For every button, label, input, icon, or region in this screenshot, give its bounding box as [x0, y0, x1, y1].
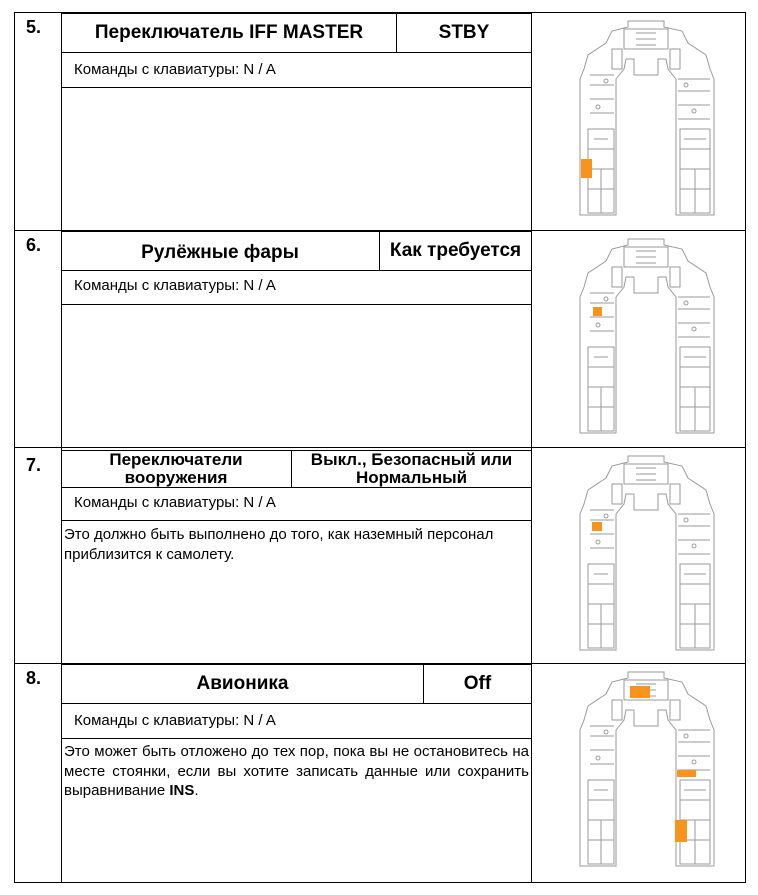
- cockpit-diagram-icon: [576, 19, 716, 225]
- step-setting: Как требуется: [389, 240, 522, 262]
- checklist-row-6: [14, 230, 746, 448]
- checklist-row-5: [14, 12, 746, 231]
- keyboard-commands: Команды с клавиатуры: N / A: [74, 61, 276, 78]
- cockpit-diagram-icon: [576, 454, 716, 660]
- step-number: 7.: [26, 455, 42, 475]
- step-title: Авионика: [196, 673, 289, 695]
- cockpit-diagram-icon: [576, 237, 716, 443]
- keyboard-commands: Команды с клавиатуры: N / A: [74, 494, 276, 511]
- step-title: Переключатель IFF MASTER: [94, 22, 364, 44]
- keyboard-commands: Команды с клавиатуры: N / A: [74, 712, 276, 729]
- table-bottom-border: [14, 882, 746, 883]
- step-description: Это должно быть выполнено до того, как наземный персонал приблизится к самолету.: [64, 526, 494, 563]
- step-number: 6.: [26, 235, 42, 255]
- checklist-row-8: [14, 663, 746, 883]
- step-setting: Выкл., Безопасный или Нормальный: [310, 450, 513, 487]
- checklist-row-7: [14, 447, 746, 664]
- step-number: 5.: [26, 17, 42, 37]
- step-title: Рулёжные фары: [141, 242, 299, 264]
- ins-keyword: INS: [169, 782, 195, 799]
- step-setting: Off: [463, 673, 492, 695]
- cockpit-diagram-icon: [576, 670, 716, 876]
- step-description: Это может быть отложено до тех пор, пока вы не остановитесь на месте стоянки, если вы хотите записать данные или сохранить выравнивание INS.: [64, 743, 529, 799]
- step-setting: STBY: [438, 22, 490, 44]
- step-title: Переключатели вооружения: [109, 450, 243, 487]
- step-number: 8.: [26, 668, 42, 688]
- keyboard-commands: Команды с клавиатуры: N / A: [74, 277, 276, 294]
